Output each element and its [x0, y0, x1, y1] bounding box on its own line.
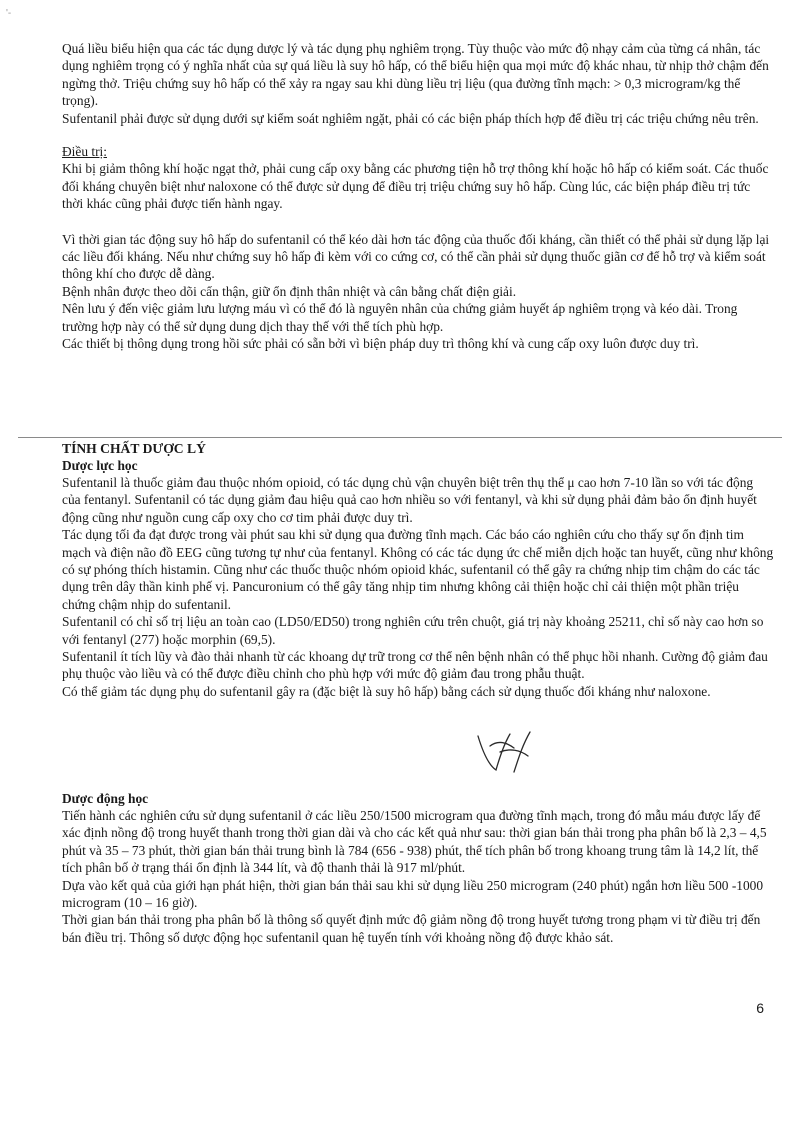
pharmacokinetics-heading: Dược động học [62, 791, 149, 806]
overdose-section [62, 40, 774, 353]
overdose-paragraph: Sufentanil phải được sử dụng dưới sự kiểm soát nghiêm ngặt, phải có các biện pháp thích hợp để điều trị các triệu chứng nêu trên. [62, 110, 759, 126]
pharmacodynamics-section [62, 440, 774, 700]
pharmacokinetics-paragraph: Dựa vào kết quả của giới hạn phát hiện, thời gian bán thải sau khi sử dụng liều 250 microgram (240 phút) ngắn hơn liều 500 -1000 microgram (10 – 16 giờ). [62, 877, 764, 911]
handwritten-signature [470, 726, 580, 776]
treatment-heading: Điều trị: [62, 144, 107, 160]
pharmacokinetics-section [62, 790, 774, 946]
section-title: TÍNH CHẤT DƯỢC LÝ [62, 441, 206, 456]
pharmacokinetics-paragraph: Thời gian bán thải trong pha phân bố là thông số quyết định mức độ giảm nồng độ trong huyết tương trong phạm vi từ điều trị đến bán điều trị. Thông số dược động học sufentanil quan hệ tuyến tính với khoảng nồng độ được khảo sát. [62, 912, 761, 945]
pharmacodynamics-paragraph: Sufentanil là thuốc giảm đau thuộc nhóm opioid, có tác dụng chủ vận chuyên biệt trên thụ thể μ cao hơn 7-10 lần so với tác động của fentanyl. Sufentanil có tác dụng giảm đau hiệu quả cao hơn nhiều so với fentanyl, và khi sử dụng phải đảm bảo ổn định huyết động cũng như nguồn cung cấp oxy cho cơ tim phải được duy trì. [62, 475, 757, 525]
pharmacodynamics-paragraph: Có thể giảm tác dụng phụ do sufentanil gây ra (đặc biệt là suy hô hấp) bằng cách sử dụng thuốc đối kháng như naloxone. [62, 683, 711, 699]
page-number: 6 [756, 1000, 764, 1016]
overdose-paragraph: Quá liều biểu hiện qua các tác dụng dược lý và tác dụng phụ nghiêm trọng. Tùy thuộc vào mức độ nhạy cảm của từng cá nhân, tác dụng nghiêm trọng có ý nghĩa nhất của sự quá liều là suy hô hấp, có thể biểu hiện qua mọi mức độ khác nhau, từ nhịp thở chậm đến ngừng thở. Triệu chứng suy hô hấp có thể xảy ra ngay sau khi dùng liều trị liệu (qua đường tĩnh mạch: > 0,3 microgram/kg thể trọng). [62, 41, 769, 109]
pharmacodynamics-heading: Dược lực học [62, 458, 138, 473]
treatment-paragraph: Vì thời gian tác động suy hô hấp do sufentanil có thể kéo dài hơn tác động của thuốc đối kháng, cần thiết có thể phải sử dụng lặp lại các liều đối kháng. Nếu như chứng suy hô hấp đi kèm với co cứng cơ, có thể cần phải sử dụng thuốc giãn cơ để hỗ trợ và kiểm soát thông khí cho được dễ dàng. [62, 231, 770, 282]
treatment-paragraph: Bệnh nhân được theo dõi cẩn thận, giữ ổn định thân nhiệt và cân bằng chất điện giải. [62, 283, 517, 299]
corner-mark: '- [6, 8, 12, 19]
pharmacokinetics-paragraph: Tiến hành các nghiên cứu sử dụng sufentanil ở các liều 250/1500 microgram qua đường tĩnh mạch, trong đó mẫu máu được lấy để xác định nồng độ trong huyết thanh trong thời gian dài và cho các kết quả như sau: thời gian bán thải trong pha phân bố là 2,3 – 4,5 phút và 35 – 73 phút, thời gian bán thải trung bình là 784 (656 - 938) phút, thể tích phân bố trong khoang trung tâm là 14,2 lít, thể tích phân bố ở trạng thái ổn định là 344 lít, và độ thanh thải là 917 ml/phút. [62, 808, 767, 876]
pharmacodynamics-paragraph: Tác dụng tối đa đạt được trong vài phút sau khi sử dụng qua đường tĩnh mạch. Các báo cáo nghiên cứu cho thấy sự ổn định tim mạch và điện não đồ EEG cũng tương tự như của fentanyl. Không có các tác dụng ức chế miễn dịch hoặc tan huyết, cũng như không có sự phóng thích histamin. Cũng như các thuốc thuộc nhóm opioid khác, sufentanil có thể gây ra chứng nhịp tim chậm do các tác dụng trên dây thần kinh phế vị. Pancuronium có thể gây tăng nhịp tim nhưng không cải thiện hoặc chỉ cải thiện một phần triệu chứng chậm nhịp do sufentanil. [62, 527, 774, 612]
section-divider [18, 437, 782, 438]
treatment-paragraph: Khi bị giảm thông khí hoặc ngạt thở, phải cung cấp oxy bằng các phương tiện hỗ trợ thông khí hoặc hô hấp có kiểm soát. Các thuốc đối kháng chuyên biệt như naloxone có thể được sử dụng để điều trị triệu chứng suy hô hấp. Cùng lúc, các biện pháp điều trị tức thời khác cũng phải được tiến hành ngay. [62, 161, 769, 212]
pharmacodynamics-paragraph: Sufentanil có chỉ số trị liệu an toàn cao (LD50/ED50) trong nghiên cứu trên chuột, giá trị này khoảng 25211, chỉ số này cao hơn so với fentanyl (277) hoặc morphin (69,5). [62, 614, 764, 647]
treatment-paragraph: Nên lưu ý đến việc giảm lưu lượng máu vì có thể đó là nguyên nhân của chứng giảm huyết áp nghiêm trọng và kéo dài. Trong trường hợp này có thể sử dụng dung dịch thay thế với thể tích phù hợp. [62, 301, 738, 334]
treatment-paragraph: Các thiết bị thông dụng trong hồi sức phải có sẵn bởi vì biện pháp duy trì thông khí và cung cấp oxy luôn được duy trì. [62, 336, 699, 352]
pharmacodynamics-paragraph: Sufentanil ít tích lũy và đào thải nhanh từ các khoang dự trữ trong cơ thể nên bệnh nhân có thể phục hồi nhanh. Cường độ giảm đau phụ thuộc vào liều và có thể được điều chỉnh cho phù hợp với mức độ giảm đau trong phẫu thuật. [62, 649, 768, 682]
